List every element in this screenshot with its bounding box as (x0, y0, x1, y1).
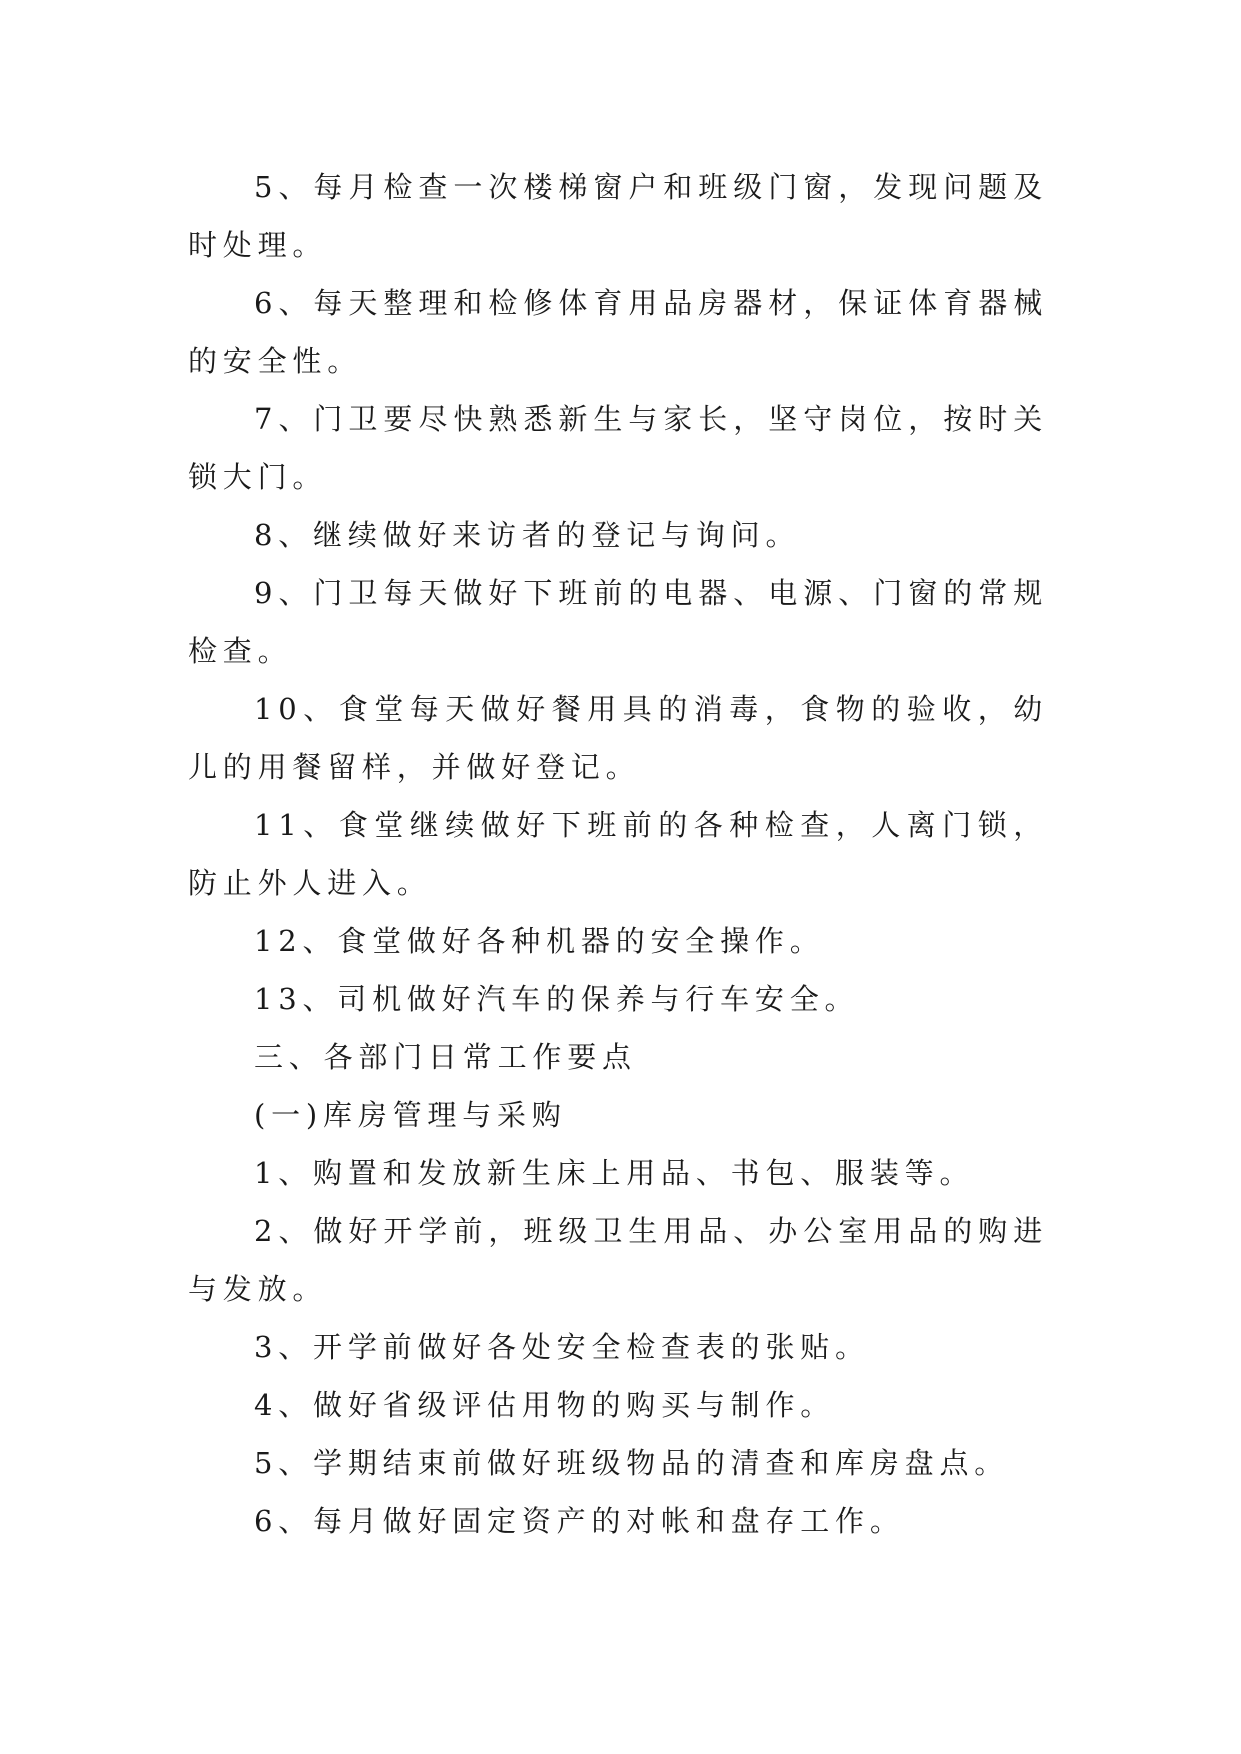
paragraph-item-3-safety-posters: 3、开学前做好各处安全检查表的张贴。 (254, 1330, 870, 1364)
paragraph-item-6-fixed-assets: 6、每月做好固定资产的对帐和盘存工作。 (254, 1504, 905, 1538)
document-body (188, 158, 1048, 1550)
paragraph-item-1-bedding: 1、购置和发放新生床上用品、书包、服装等。 (254, 1156, 975, 1190)
subsection-heading-1: (一)库房管理与采购 (254, 1098, 567, 1132)
paragraph-item-5-windows: 5、每月检查一次楼梯窗户和班级门窗，发现问题及时处理。 (188, 170, 1048, 262)
paragraph-item-10-canteen-disinfection: 10、食堂每天做好餐用具的消毒，食物的验收，幼儿的用餐留样，并做好登记。 (188, 692, 1048, 784)
paragraph-item-11-canteen-check: 11、食堂继续做好下班前的各种检查，人离门锁，防止外人进入。 (188, 808, 1048, 900)
paragraph-item-6-sports-equipment: 6、每天整理和检修体育用品房器材，保证体育器械的安全性。 (188, 286, 1048, 378)
paragraph-item-8-visitors: 8、继续做好来访者的登记与询问。 (254, 518, 801, 552)
section-heading-3: 三、各部门日常工作要点 (254, 1040, 637, 1074)
paragraph-item-9-routine-check: 9、门卫每天做好下班前的电器、电源、门窗的常规检查。 (188, 576, 1048, 668)
paragraph-item-2-supplies: 2、做好开学前，班级卫生用品、办公室用品的购进与发放。 (188, 1214, 1048, 1306)
paragraph-item-5-inventory: 5、学期结束前做好班级物品的清查和库房盘点。 (254, 1446, 1010, 1480)
paragraph-item-12-machines: 12、食堂做好各种机器的安全操作。 (254, 924, 825, 958)
paragraph-item-7-gatekeeper: 7、门卫要尽快熟悉新生与家长，坚守岗位，按时关锁大门。 (188, 402, 1048, 494)
paragraph-item-13-driver: 13、司机做好汽车的保养与行车安全。 (254, 982, 860, 1016)
paragraph-item-4-evaluation: 4、做好省级评估用物的购买与制作。 (254, 1388, 836, 1422)
